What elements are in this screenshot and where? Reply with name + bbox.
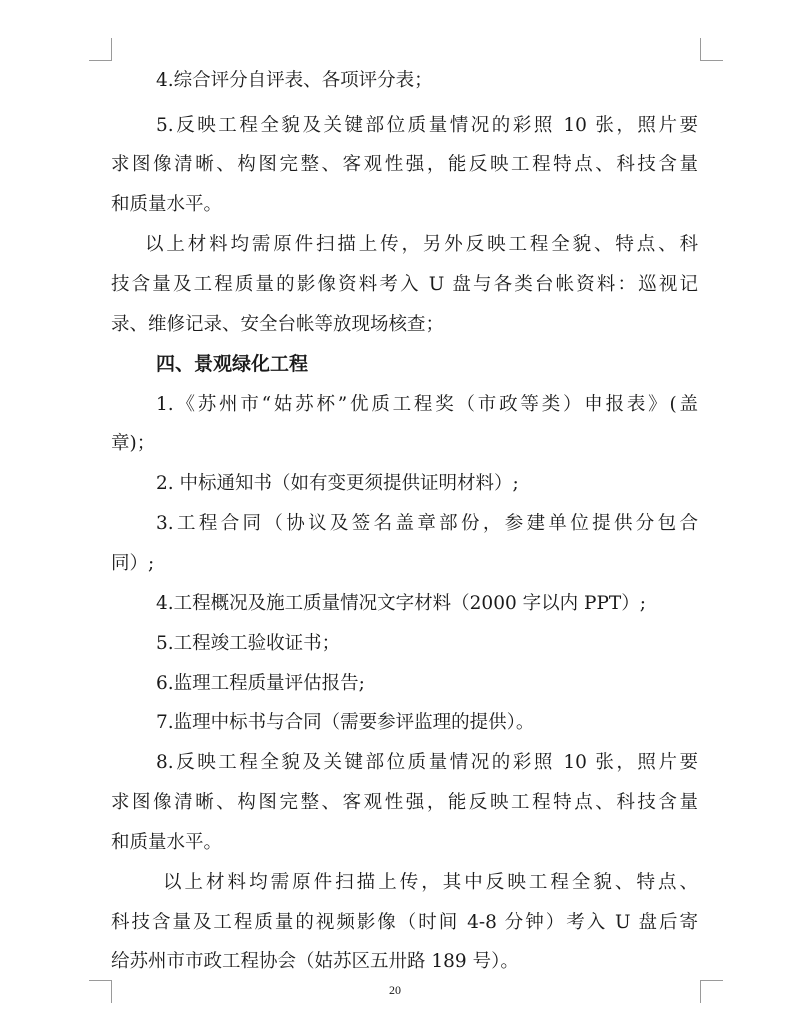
list-item-5-photos-line2: 求图像清晰、构图完整、客观性强，能反映工程特点、科技含量	[111, 154, 698, 175]
list-item-5-photos-line3: 和质量水平。	[111, 194, 223, 215]
list-item-4-self-evaluation: 4.综合评分自评表、各项评分表；	[156, 70, 433, 91]
paragraph-materials-line2: 技含量及工程质量的影像资料考入 U 盘与各类台帐资料：巡视记	[111, 274, 698, 295]
list-item-8-photos-line3: 和质量水平。	[111, 832, 223, 853]
crop-mark-top-right	[700, 38, 723, 61]
list-item-4-overview: 4.工程概况及施工质量情况文字材料（2000 字以内 PPT）;	[156, 593, 646, 614]
page-number: 20	[389, 983, 401, 997]
section-heading-landscape: 四、景观绿化工程	[156, 353, 309, 375]
list-item-1-application-form-line1: 1.《苏州市“姑苏杯”优质工程奖（市政等类）申报表》(盖	[156, 394, 698, 415]
list-item-6-supervision-report: 6.监理工程质量评估报告;	[156, 673, 365, 694]
list-item-7-supervision-contract: 7.监理中标书与合同（需要参评监理的提供）。	[156, 712, 535, 733]
list-item-8-photos-line1: 8.反映工程全貌及关键部位质量情况的彩照 10 张，照片要	[156, 752, 698, 773]
paragraph-materials-line1: 以上材料均需原件扫描上传，另外反映工程全貌、特点、科	[145, 234, 698, 255]
paragraph-video-line3: 给苏州市市政工程协会（姑苏区五卅路 189 号）。	[111, 951, 519, 972]
list-item-1-application-form-line2: 章)；	[111, 433, 156, 454]
paragraph-video-line1: 以上材料均需原件扫描上传，其中反映工程全貌、特点、	[163, 872, 698, 893]
paragraph-video-line2: 科技含量及工程质量的视频影像（时间 4-8 分钟）考入 U 盘后寄	[111, 912, 698, 933]
list-item-8-photos-line2: 求图像清晰、构图完整、客观性强，能反映工程特点、科技含量	[111, 792, 698, 813]
list-item-3-contract-line2: 同）;	[111, 553, 155, 574]
list-item-5-acceptance: 5.工程竣工验收证书；	[156, 633, 341, 654]
crop-mark-top-left	[89, 38, 112, 61]
paragraph-materials-line3: 录、维修记录、安全台帐等放现场核查；	[111, 314, 445, 335]
list-item-3-contract-line1: 3.工程合同（协议及签名盖章部份，参建单位提供分包合	[156, 513, 698, 534]
list-item-5-photos-line1: 5.反映工程全貌及关键部位质量情况的彩照 10 张，照片要	[156, 115, 698, 136]
list-item-2-bid-notice: 2. 中标通知书（如有变更须提供证明材料）;	[156, 473, 519, 494]
